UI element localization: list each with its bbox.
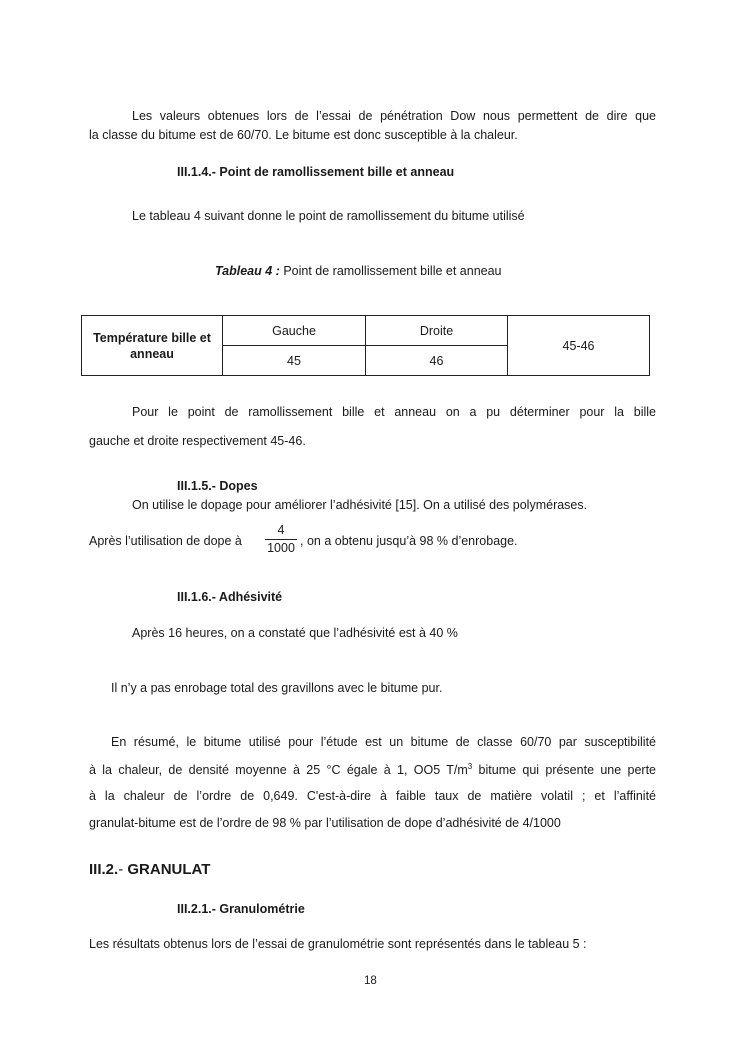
- table4-col-droite: Droite: [366, 316, 508, 346]
- paragraph-summary-line2: [89, 762, 656, 777]
- heading-granulat: [89, 861, 210, 878]
- paragraph-result-line1: Pour le point de ramollissement bille et anneau on a pu déterminer pour la bille: [132, 405, 656, 419]
- fraction-bar: [265, 539, 297, 540]
- page-number: 18: [364, 975, 377, 987]
- table4-caption-label: Tableau 4 :: [215, 264, 280, 278]
- paragraph-penetration-line2: la classe du bitume est de 60/70. Le bitume est donc susceptible à la chaleur.: [89, 128, 518, 142]
- heading-dopes: III.1.5.- Dopes: [177, 479, 258, 493]
- heading-granulometrie: III.2.1.- Granulométrie: [177, 902, 305, 916]
- fraction-denominator: 1000: [267, 541, 295, 555]
- paragraph-dopes-line2-after: , on a obtenu jusqu’à 98 % d’enrobage.: [300, 534, 518, 548]
- paragraph-penetration-line1: Les valeurs obtenues lors de l’essai de pénétration Dow nous permettent de dire que: [132, 109, 656, 123]
- paragraph-enrobage: Il n’y a pas enrobage total des gravillons avec le bitume pur.: [111, 681, 443, 695]
- fraction-dope: [265, 523, 297, 556]
- heading-ramollissement: III.1.4.- Point de ramollissement bille et anneau: [177, 165, 455, 179]
- table4-value-gauche: 45: [223, 346, 366, 376]
- table4-caption: [215, 264, 502, 278]
- fraction-numerator: 4: [277, 523, 285, 537]
- paragraph-result-line2: gauche et droite respectivement 45-46.: [89, 434, 306, 448]
- heading-adhesivite: III.1.6.- Adhésivité: [177, 590, 283, 604]
- heading-granulat-separator: -: [118, 861, 128, 878]
- table4-value-range: 45-46: [508, 316, 650, 376]
- heading-granulat-title: GRANULAT: [127, 861, 211, 878]
- paragraph-granulometrie: Les résultats obtenus lors de l’essai de granulométrie sont représentés dans le tableau 5 :: [89, 937, 587, 951]
- summary-line2-before: à la chaleur, de densité moyenne à 25 °C égale à 1, OO5 T/m: [89, 763, 468, 778]
- paragraph-dopes-line2-before: Après l’utilisation de dope à: [89, 534, 242, 548]
- table4-caption-text: Point de ramollissement bille et anneau: [279, 264, 502, 278]
- table4-row-header: Température bille et anneau: [82, 316, 223, 376]
- table4: [81, 315, 650, 376]
- paragraph-summary-line4: granulat-bitume est de l’ordre de 98 % par l’utilisation de dope d’adhésivité de 4/1000: [89, 816, 561, 830]
- paragraph-table4-intro: Le tableau 4 suivant donne le point de ramollissement du bitume utilisé: [132, 209, 525, 223]
- paragraph-summary-line1: En résumé, le bitume utilisé pour l’étude est un bitume de classe 60/70 par susceptibilité: [111, 735, 656, 749]
- heading-granulat-number: III.2.: [89, 861, 119, 878]
- paragraph-dopes-line1: On utilise le dopage pour améliorer l’adhésivité [15]. On a utilisé des polymérases.: [132, 498, 588, 512]
- table4-value-droite: 46: [366, 346, 508, 376]
- summary-line2-sup: 3: [467, 762, 473, 771]
- summary-line2-after: bitume qui présente une perte: [472, 763, 656, 778]
- table4-col-gauche: Gauche: [223, 316, 366, 346]
- paragraph-adhesivite: Après 16 heures, on a constaté que l’adhésivité est à 40 %: [132, 626, 458, 640]
- paragraph-summary-line3: à la chaleur de l’ordre de 0,649. C'est-à-dire à faible taux de matière volatil ; et l’affinité: [89, 789, 656, 803]
